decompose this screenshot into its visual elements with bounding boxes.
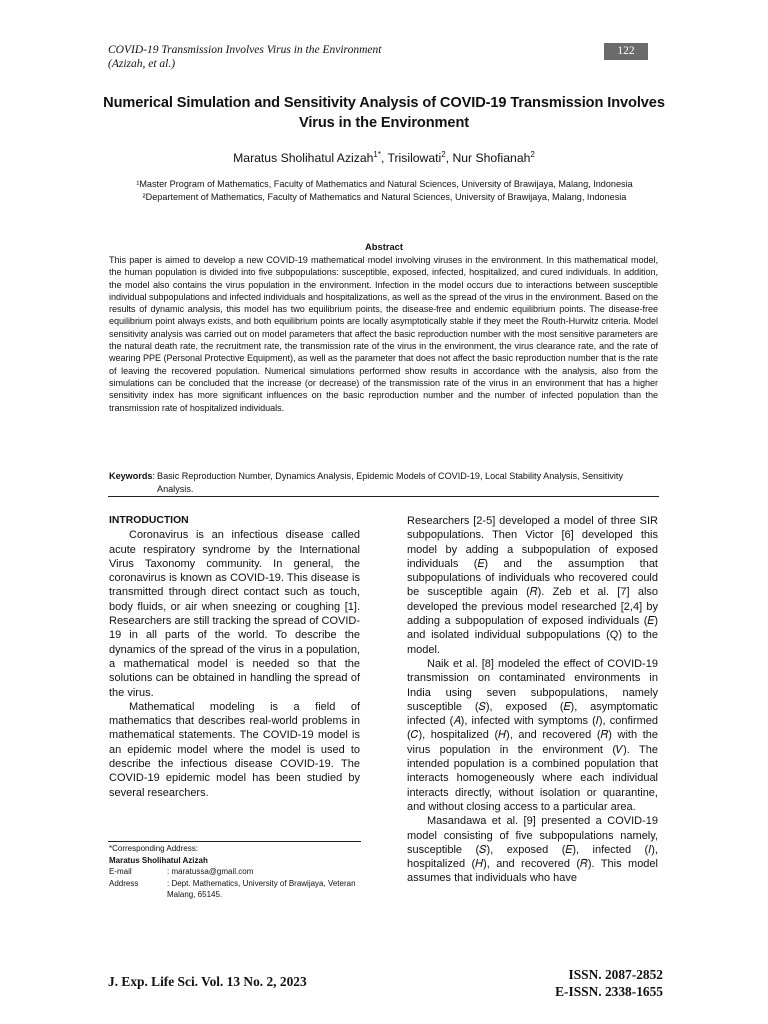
keywords-block: Keywords : Basic Reproduction Number, Dynamics Analysis, Epidemic Models of COVID-19, Local Stability Analysis, Sensitivity Analysis. — [109, 470, 659, 495]
left-column — [109, 514, 360, 800]
keywords-text: Basic Reproduction Number, Dynamics Analysis, Epidemic Models of COVID-19, Local Stability Analysis, Sensitivity Analysis. — [157, 471, 623, 494]
right-column — [407, 514, 658, 886]
running-title: COVID-19 Transmission Involves Virus in the Environment — [108, 44, 382, 56]
affiliations — [112, 178, 657, 203]
footnote-author-name: Maratus Sholihatul Azizah — [109, 855, 208, 865]
paragraph: Naik et al. [8] modeled the effect of COVID-19 transmission on contaminated environments in India using seven subpopulations, namely susceptible (𝑆), exposed (𝐸), asymptomatic infected (𝐴), infected with symptoms (𝐼), confirmed (𝐶), hospitalized (𝐻), and recovered (𝑅) with the virus population in the environment (𝑉). The intended population is a combined population that interacts homogeneously where each individual interacts directly, without isolation or quarantine, and without closing access to a particular area. — [407, 657, 658, 813]
footnote-address: : Dept. Mathematics, University of Brawijaya, Veteran Malang, 65145. — [167, 878, 356, 899]
paragraph: Mathematical modeling is a field of mathematics that describes real-world problems in mathematical statements. The COVID-19 model is an epidemic model where the model is used to describe the infectious disease COVID-19. The COVID-19 epidemic model has been studied by several researchers. — [109, 700, 360, 799]
page-number: 122 — [604, 43, 648, 60]
paper-title: Numerical Simulation and Sensitivity Analysis of COVID-19 Transmission Involves Virus in the Environment — [103, 95, 665, 131]
paragraph: Researchers [2-5] developed a model of three SIR subpopulations. Then Victor [6] developed this model by adding a subpopulation of exposed individuals (𝐸) and the assumption that subpopulations of individuals who recovered could be susceptible again (𝑅). Zeb et al. [7] also developed the previous model researched [2,4] by adding a subpopulation of exposed individuals (𝐸) and isolated individual subpopulations (Q) to the model. — [407, 515, 658, 656]
footnote-divider — [108, 841, 361, 842]
footnote-email-label: E-mail — [109, 867, 132, 876]
footnote-label: *Corresponding Address: — [109, 844, 198, 853]
footnote-email: : maratussa@gmail.com — [167, 867, 254, 876]
paragraph: Coronavirus is an infectious disease called acute respiratory syndrome by the International Virus Taxonomy community. In general, the coronavirus is known as COVID-19. This disease is transmitted through direct contact such as touch, body fluids, or air when sneezing or coughing [1]. Researchers are still tracking the spread of COVID-19 in all parts of the world. To describe the dynamics of the spread of the virus in a population, a mathematical model is needed so that the solutions can be obtained in handling the spread of the virus. — [109, 529, 360, 699]
corresponding-footnote — [109, 843, 379, 901]
footnote-address-label: Address — [109, 878, 139, 888]
author-list: Maratus Sholihatul Azizah$^{1*}$, Trisilowati$^2$, Nur Shofianah$^2$ — [233, 150, 535, 166]
eissn: E-ISSN. 2338-1655 — [555, 984, 663, 999]
keywords-label: Keywords — [109, 471, 153, 481]
abstract-divider — [108, 496, 659, 497]
issn-block — [460, 966, 663, 1000]
abstract-heading: Abstract — [364, 241, 404, 252]
section-heading-introduction: INTRODUCTION — [109, 515, 189, 526]
journal-citation: J. Exp. Life Sci. Vol. 13 No. 2, 2023 — [108, 974, 307, 989]
issn: ISSN. 2087-2852 — [568, 967, 663, 982]
affiliation-2: ²Departement of Mathematics, Faculty of Mathematics and Natural Sciences, University of Brawijaya, Malang, Indonesia — [142, 191, 627, 202]
paragraph: Masandawa et al. [9] presented a COVID-19 model consisting of five subpopulations namely, susceptible (𝑆), exposed (𝐸), infected (𝐼), hospitalized (𝐻), and recovered (𝑅). This model assumes that individuals who have — [407, 815, 658, 885]
affiliation-1: ¹Master Program of Mathematics, Faculty of Mathematics and Natural Sciences, University of Brawijaya, Malang, Indonesia — [136, 179, 633, 189]
running-authors: (Azizah, et al.) — [108, 58, 176, 70]
abstract-text: This paper is aimed to develop a new COVID-19 mathematical model involving viruses in the environment. In this mathematical model, the human population is divided into five subpopulations: susceptible, exposed, infected, hospitalized, and cured individuals. In addition, the model also contains the virus population in the environment. Infection in the model occurs due to interactions between susceptible individual subpopulations and infected individuals and hospitalizations, as well as the spread of the virus in the environment. Based on the results of dynamic analysis, this model has two equilibrium points, the disease-free and endemic equilibrium points. The disease-free equilibrium point always exists, and both equilibrium points are locally asymptotically stable if they meet the Routh-Hurwitz criteria. Model sensitivity analysis was carried out on model parameters that affect the basic reproduction number with the most sensitive parameters are the natural death rate, the recruitment rate, the transmission rate of the virus in the environment, the virus clearance rate, and the rate of wearing PPE (Personal Protective Equipment), as well as the parameter that does not affect the basic reproduction number that is the rate of leaving the recovered population. Numerical simulations performed show results in accordance with the analysis, also from the simulations can be concluded that the increase (or decrease) of the transmission rate of the virus in an environment that has a higher sensitivity index has more significant influences on the basic reproduction number and the number of infected population than the transmission rate of hospitalized individuals. — [109, 255, 658, 413]
running-header — [108, 43, 528, 71]
